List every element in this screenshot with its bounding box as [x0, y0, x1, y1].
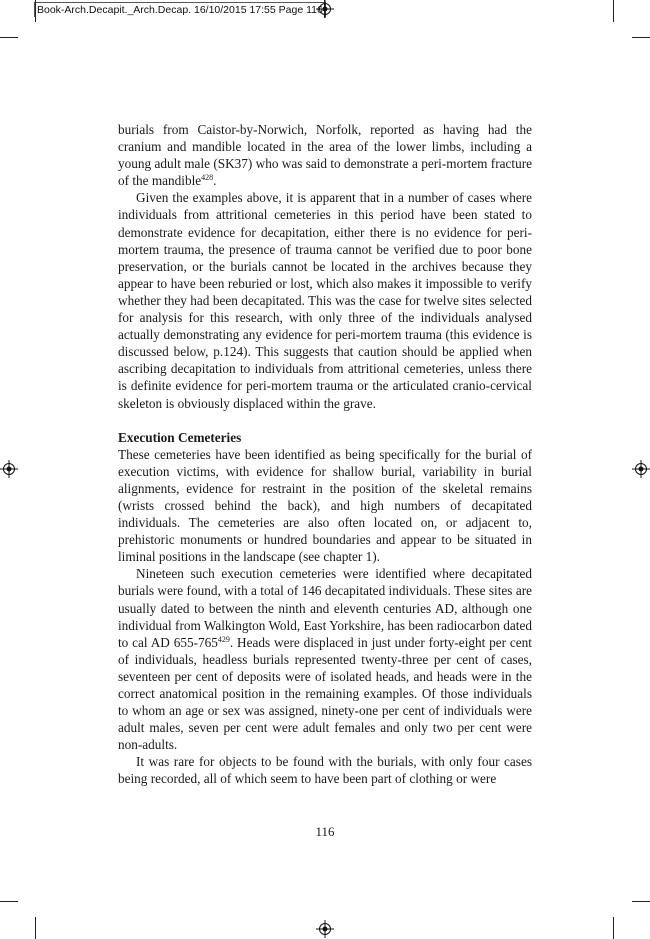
paragraph-grave-objects: It was rare for objects to be found with the burials, with only four cases being recorded, all of which seem to have been part of clothing or were	[118, 754, 532, 787]
section-heading-execution-cemeteries: Execution Cemeteries	[118, 429, 242, 445]
printer-slug-line: Book-Arch.Decapit._Arch.Decap. 16/10/2015 17:55 Page 116	[34, 2, 326, 17]
footnote-ref-428: 428	[201, 173, 214, 183]
footnote-ref-429: 429	[217, 634, 230, 644]
registration-mark-left-icon	[0, 460, 18, 478]
crop-mark-bottom-right-vertical	[613, 917, 614, 939]
paragraph-nineteen-cemeteries: Nineteen such execution cemeteries were identified where decapitated burials were found, with a total of 146 decapitated individuals. These sites are usually dated to between the ninth and eleventh centuries AD, although one individual from Walkington Wold, East Yorkshire, has been radiocarbon dated to cal AD $655-765^{429}$. Heads were displaced in just under forty-eight per cent of individuals, headless burials represented twenty-three per cent of cases, seventeen per cent of deposits were of isolated heads, and heads were in the correct anatomical position in the remaining examples. Of those individuals to whom an age or sex was assigned, ninety-one per cent of individuals were adult males, seven per cent were adult females and only two per cent were non-adults.	[118, 566, 532, 753]
crop-mark-top-right-horizontal	[632, 37, 650, 38]
page-body-text	[118, 121, 532, 788]
crop-mark-bottom-left-vertical	[35, 917, 36, 939]
crop-mark-top-left-horizontal	[0, 37, 18, 38]
registration-mark-bottom-icon	[316, 920, 334, 938]
paragraph-attritional-cemeteries: Given the examples above, it is apparent that in a number of cases where individuals from attritional cemeteries in this period have been stated to demonstrate evidence for decapitation, either there is no evidence for peri-mortem trauma, the presence of trauma cannot be verified due to poor bone preservation, or the burials cannot be located in the archives because they appear to have been reburied or lost, which also makes it impossible to verify whether they had been decapitated. This was the case for twelve sites selected for analysis for this research, with only three of the individuals analysed actually demonstrating any evidence for peri-mortem trauma (this evidence is discussed below, p.124). This suggests that caution should be applied when ascribing decapitation to individuals from attritional cemeteries, unless there is definite evidence for peri-mortem trauma or the articulated cranio-cervical skeleton is obviously displaced within the grave.	[118, 190, 532, 411]
crop-mark-bottom-left-horizontal	[0, 901, 18, 902]
crop-mark-top-right-vertical	[613, 0, 614, 22]
page-number: 116	[315, 824, 335, 839]
crop-mark-bottom-right-horizontal	[632, 901, 650, 902]
registration-mark-right-icon	[632, 460, 650, 478]
paragraph-caistor-burials: burials from Caistor-by-Norwich, Norfolk, reported as having had the cranium and mandible located in the area of the lower limbs, including a young adult male (SK37) who was said to demonstrate a peri-mortem fracture of the mandible$^{428}$.	[118, 122, 532, 189]
registration-mark-top-icon	[316, 0, 334, 18]
crop-mark-top-left-vertical	[35, 0, 36, 22]
paragraph-execution-cemeteries-definition: These cemeteries have been identified as being specifically for the burial of execution victims, with evidence for shallow burial, variability in burial alignments, evidence for restraint in the position of the skeletal remains (wrists crossed behind the back), and high numbers of decapitated individuals. The cemeteries are also often located on, or adjacent to, prehistoric monuments or hundred boundaries and appear to be situated in liminal positions in the landscape (see chapter 1).	[118, 446, 532, 565]
